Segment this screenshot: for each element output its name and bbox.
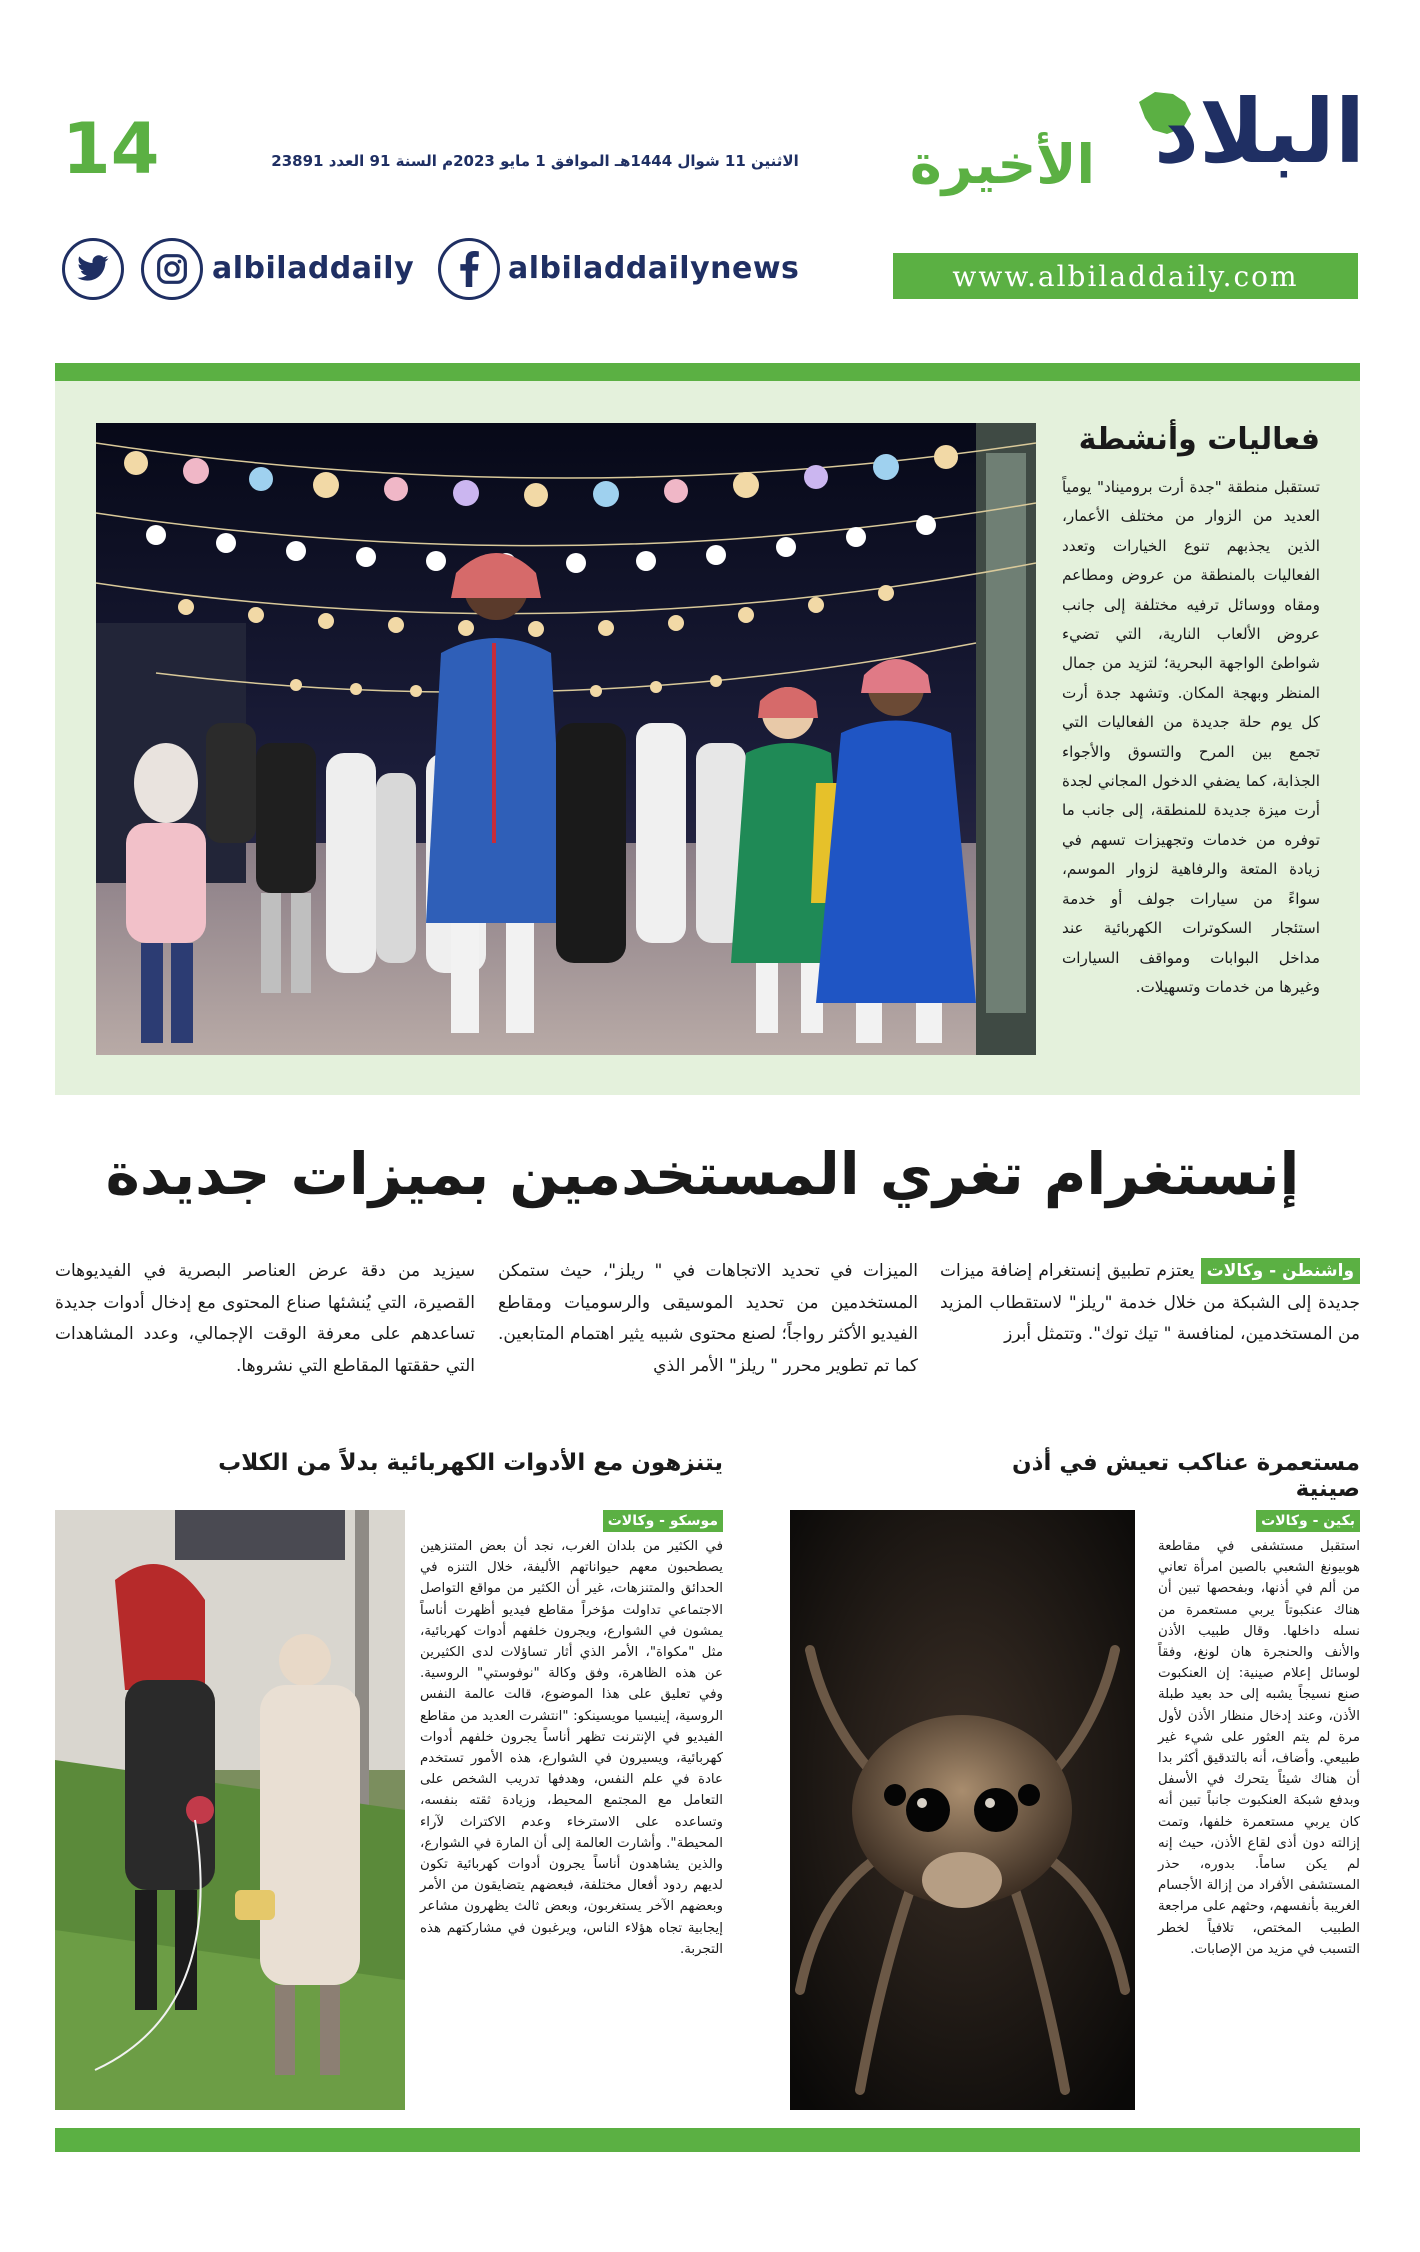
main-story-col-3: سيزيد من دقة عرض العناصر البصرية في الفيديوهات القصيرة، التي يُنشئها صناع المحتوى مع إدخال أدوات جديدة تساعدهم على معرفة الوقت الإجمالي، وعدد المشاهدات التي حققتها المقاطع التي نشروها.	[55, 1261, 475, 1376]
logo-sub-text: الأخيرة	[909, 133, 1095, 196]
instagram-icon	[156, 253, 188, 285]
street-walkers-image	[55, 1510, 405, 2110]
main-story-col-1-text: يعتزم تطبيق إنستغرام إضافة ميزات جديدة إلى الشبكة من خلال خدمة "ريلز" لاستقطاب المزيد من المستخدمين، لمنافسة " تيك توك". وتتمثل أبرز	[940, 1261, 1360, 1344]
dog-dateline-tag: موسكو - وكالات	[603, 1510, 723, 1532]
social-handle-facebook[interactable]: albiladdailynews	[508, 251, 800, 286]
events-photo	[96, 423, 1036, 1055]
main-story-col-1	[940, 1256, 1360, 1351]
spider-photo	[790, 1510, 1135, 2110]
top-divider	[55, 363, 1360, 381]
twitter-icon	[76, 254, 110, 284]
dog-photo	[55, 1510, 405, 2110]
dog-story-body: في الكثير من بلدان الغرب، نجد أن بعض المتنزهين يصطحبون معهم حيواناتهم الأليفة، خلال التنزه في الحدائق والمتنزهات، غير أن الكثير من مواقع التواصل الاجتماعي تداولت مؤخراً مقاطع فيديو أظهرت أناساً يمشون في الشوارع، ويجرون خلفهم أدوات كهربائية، مثل "مكواة"، الأمر الذي أثار تساؤلات لدى الكثيرين عن هذه الظاهرة، وفق وكالة "نوفوستي" الروسية. وفي تعليق على هذا الموضوع، قالت عالمة النفس الروسية، إينيسيا مويسينكو: "انتشرت العديد من مقاطع الفيديو في الإنترنت تظهر أناساً يجرون خلفهم أدوات كهربائية، ويسيرون في الشوارع، هذه الأمور تستخدم عادة في علم النفس، وهدفها تدريب الشخص على التعامل مع المجتمع المحيط، وزيادة ثقته بنفسه، وتساعده على الاسترخاء وعدم الاكتراث لآراء المحيطة". وأشارت العالمة إلى أن المارة في الشوارع، والذين يشاهدون أناساً يجرون أدوات كهربائية تكون لديهم ردود أفعال مختلفة، فبعضهم يتضايقون من الأمر وبعضهم الآخر يستغربون، وبعض ثالث يظهرون مشاعر إيجابية تجاه هؤلاء الناس، ويرغبون في مشاركتهم هذه التجربة.	[420, 1539, 723, 1957]
main-story-col-2: الميزات في تحديد الاتجاهات في " ريلز"، حيث ستمكن المستخدمين من تحديد الموسيقى والرسوميات ومقاطع الفيديو الأكثر رواجاً؛ لصنع محتوى شبيه يثير اهتمام المتابعين. كما تم تطوير محرر " ريلز" الأمر الذي	[498, 1261, 918, 1376]
newspaper-logo[interactable]	[895, 80, 1365, 208]
festival-street-image	[96, 423, 1036, 1055]
issue-date-line: الاثنين 11 شوال 1444هـ الموافق 1 مايو 2023م السنة 91 العدد 23891	[271, 152, 799, 170]
spider-story-title: مستعمرة عناكب تعيش في أذن صينية	[1012, 1450, 1360, 1502]
twitter-link[interactable]	[62, 238, 124, 300]
social-handle-instagram[interactable]: albiladdaily	[212, 251, 415, 286]
main-headline: إنستغرام تغري المستخدمين بميزات جديدة	[105, 1140, 1300, 1208]
bottom-divider	[55, 2128, 1360, 2152]
website-url[interactable]: www.albiladdaily.com	[893, 253, 1358, 299]
jumping-spider-image	[790, 1510, 1135, 2110]
dog-story-body-wrap	[420, 1510, 723, 2110]
facebook-icon	[457, 251, 481, 287]
events-body: تستقبل منطقة "جدة أرت بروميناد" يومياً العديد من الزوار من مختلف الأعمار، الذين يجذبهم تنوع الخيارات وتعدد الفعاليات بالمنطقة من عروض ومطاعم ومقاه ووسائل ترفيه مختلفة إلى جانب عروض الألعاب النارية، التي تضيء شواطئ الواجهة البحرية؛ لتزيد من جمال المنظر وبهجة المكان. وتشهد جدة أرت كل يوم حلة جديدة من الفعاليات التي تجمع بين المرح والتسوق والأجواء الجذابة، كما يضفي الدخول المجاني لجدة أرت ميزة جديدة للمنطقة، إلى جانب ما توفره من خدمات وتجهيزات تسهم في زيادة المتعة والرفاهية لزوار الموسم، سواءً من سيارات جولف أو خدمة استئجار السكوترات الكهربائية عند مداخل البوابات ومواقف السيارات وغيرها من خدمات وتسهيلات.	[1062, 478, 1320, 996]
spider-dateline-tag: بكين - وكالات	[1256, 1510, 1360, 1532]
spider-story-body: استقبل مستشفى في مقاطعة هوبيونغ الشعبي بالصين امرأة تعاني من ألم في أذنها، وبفحصها تبين أن هناك عنكبوتاً يربي مستعمرة من نسله داخلها. وقال طبيب الأذن والأنف والحنجرة هان لونغ، وفقاً لوسائل إعلام صينية: إن العنكبوت صنع نسيجاً يشبه إلى حد بعيد طبلة الأذن، وعند إدخال منظار الأذن لأول مرة لم يتم العثور على شيء غير طبيعي. وأضاف، أنه بالتدقيق أكثر بدا أن هناك شيئاً يتحرك في الأسفل وبدفع شبكة العنكبوت جانباً تبين أنه كان يربي مستعمرة خلفها، وتمت إزالته دون أذى لقاع الأذن، حيث إنه لم يكن ساماً. بدوره، حذر المستشفى الأفراد من إزالة الأجسام الغريبة بأنفسهم، وحثهم على مراجعة الطبيب المختص، تلافياً لخطر التسبب في مزيد من الإصابات.	[1158, 1539, 1360, 1957]
logo-main-text: البلاد	[1153, 80, 1365, 183]
dog-story-title: يتنزهون مع الأدوات الكهربائية بدلاً من الكلاب	[218, 1450, 723, 1476]
dateline-tag: واشنطن - وكالات	[1201, 1258, 1360, 1284]
facebook-link[interactable]	[438, 238, 500, 300]
events-title: فعاليات وأنشطة	[1078, 422, 1320, 457]
instagram-link[interactable]	[141, 238, 203, 300]
spider-story-body-wrap	[1158, 1510, 1360, 2110]
page-number: 14	[62, 108, 160, 190]
